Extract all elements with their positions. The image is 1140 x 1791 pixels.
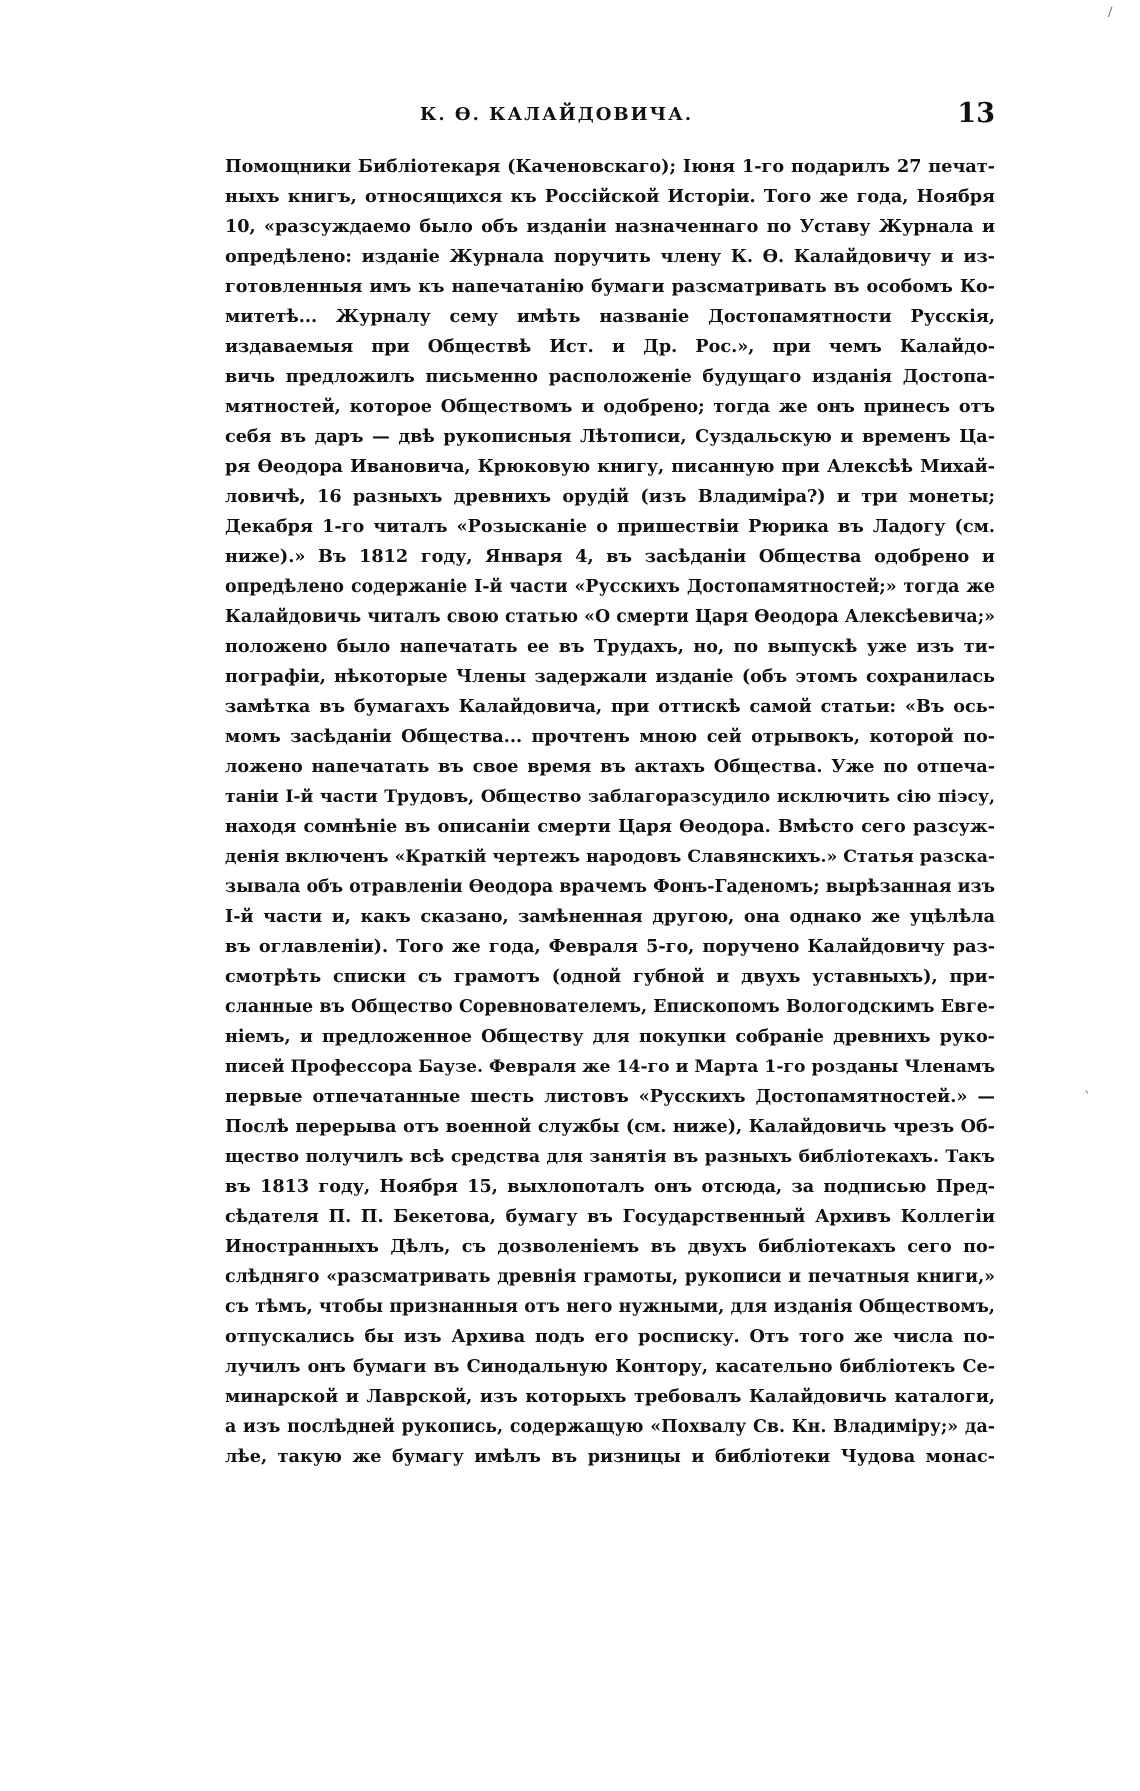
text-line: минарской и Лаврской, изъ которыхъ требовалъ Калайдовичь каталоги, xyxy=(225,1386,995,1407)
stray-mark: ' xyxy=(1084,1088,1094,1103)
text-line: сѣдателя П. П. Бекетова, бумагу въ Государственный Архивъ Коллегіи xyxy=(225,1206,995,1227)
text-line: Послѣ перерыва отъ военной службы (см. ниже), Калайдовичь чрезъ Об- xyxy=(225,1116,995,1137)
page-number: 13 xyxy=(957,98,995,129)
text-line: таніи І-й части Трудовъ, Общество заблагоразсудило исключить сію піэсу, xyxy=(225,787,995,807)
text-line: издаваемыя при Обществѣ Ист. и Др. Рос.», при чемъ Калайдо- xyxy=(225,336,995,357)
text-line: ниже).» Въ 1812 году, Января 4, въ засѣданіи Общества одобрено и xyxy=(225,546,995,567)
text-line: ря Ѳеодора Ивановича, Крюковую книгу, писанную при Алексѣѣ Михай- xyxy=(225,456,995,477)
text-line: вичь предложилъ письменно расположеніе будущаго изданія Достопа- xyxy=(225,366,995,387)
text-line: себя въ даръ — двѣ рукописныя Лѣтописи, Суздальскую и временъ Ца- xyxy=(225,426,995,447)
text-line: замѣтка въ бумагахъ Калайдовича, при оттискѣ самой статьи: «Въ ось- xyxy=(225,696,995,717)
text-line: смотрѣть списки съ грамотъ (одной губной и двухъ уставныхъ), при- xyxy=(225,966,995,987)
text-line: Декабря 1-го читалъ «Розысканіе о пришествіи Рюрика въ Ладогу (см. xyxy=(225,516,995,537)
text-line: сланные въ Общество Соревнователемъ, Епископомъ Вологодскимъ Евге- xyxy=(225,997,995,1017)
text-line: лѣе, такую же бумагу имѣлъ въ ризницы и библіотеки Чудова монас- xyxy=(225,1446,995,1467)
text-line: слѣдняго «разсматривать древнія грамоты, рукописи и печатныя книги,» xyxy=(225,1267,995,1287)
text-line: опредѣлено содержаніе І-й части «Русскихъ Достопамятностей;» тогда же xyxy=(225,577,995,597)
text-line: 10, «разсуждаемо было объ изданіи назначеннаго по Уставу Журнала и xyxy=(225,216,995,237)
text-line: ловичѣ, 16 разныхъ древнихъ орудій (изъ Владиміра?) и три монеты; xyxy=(225,486,995,507)
running-head-title: К. Ѳ. КАЛАЙДОВИЧА. xyxy=(420,104,694,125)
body-text xyxy=(225,152,995,1472)
text-line: лучилъ онъ бумаги въ Синодальную Контору, касательно библіотекъ Се- xyxy=(225,1356,995,1377)
text-line: съ тѣмъ, чтобы признанныя отъ него нужными, для изданія Обществомъ, xyxy=(225,1297,995,1317)
text-line: первые отпечатанные шесть листовъ «Русскихъ Достопамятностей.» — xyxy=(225,1086,995,1107)
text-line: находя сомнѣніе въ описаніи смерти Царя Ѳеодора. Вмѣсто сего разсуж- xyxy=(225,816,995,837)
text-line: писей Профессора Баузе. Февраля же 14-го и Марта 1-го розданы Членамъ xyxy=(225,1057,995,1077)
text-line: пографіи, нѣкоторые Члены задержали изданіе (объ этомъ сохранилась xyxy=(225,666,995,687)
text-line: ложено напечатать въ свое время въ актахъ Общества. Уже по отпеча- xyxy=(225,756,995,777)
text-line: ніемъ, и предложенное Обществу для покупки собраніе древнихъ руко- xyxy=(225,1026,995,1047)
text-line: митетѣ... Журналу сему имѣть названіе Достопамятности Русскія, xyxy=(225,306,995,327)
text-line: денія включенъ «Краткій чертежъ народовъ Славянскихъ.» Статья разска- xyxy=(225,847,995,867)
text-line: положено было напечатать ее въ Трудахъ, но, по выпускѣ уже изъ ти- xyxy=(225,636,995,657)
text-line: зывала объ отравленіи Ѳеодора врачемъ Фонъ-Гаденомъ; вырѣзанная изъ xyxy=(225,877,995,897)
text-line: Помощники Библіотекаря (Каченовскаго); Іюня 1-го подарилъ 27 печат- xyxy=(225,156,995,177)
text-line: І-й части и, какъ сказано, замѣненная другою, она однако же уцѣлѣла xyxy=(225,906,995,927)
corner-mark: / xyxy=(1108,4,1113,21)
text-line: момъ засѣданіи Общества... прочтенъ мною сей отрывокъ, которой по- xyxy=(225,726,995,747)
text-line: въ 1813 году, Ноября 15, выхлопоталъ онъ отсюда, за подписью Пред- xyxy=(225,1176,995,1197)
text-line: опредѣлено: изданіе Журнала поручить члену К. Ѳ. Калайдовичу и из- xyxy=(225,246,995,267)
text-line: готовленныя имъ къ напечатанію бумаги разсматривать въ особомъ Ко- xyxy=(225,276,995,297)
text-line: щество получилъ всѣ средства для занятія въ разныхъ библіотекахъ. Такъ xyxy=(225,1147,995,1167)
text-line: ныхъ книгъ, относящихся къ Россійской Исторіи. Того же года, Ноября xyxy=(225,186,995,207)
text-line: а изъ послѣдней рукопись, содержащую «Похвалу Св. Кн. Владиміру;» да- xyxy=(225,1417,995,1437)
text-line: въ оглавленіи). Того же года, Февраля 5-го, поручено Калайдовичу раз- xyxy=(225,936,995,957)
text-line: Иностранныхъ Дѣлъ, съ дозволеніемъ въ двухъ библіотекахъ сего по- xyxy=(225,1236,995,1257)
running-head xyxy=(225,98,995,138)
text-line: мятностей, которое Обществомъ и одобрено; тогда же онъ принесъ отъ xyxy=(225,396,995,417)
text-line: отпускались бы изъ Архива подъ его росписку. Отъ того же числа по- xyxy=(225,1326,995,1347)
text-line: Калайдовичь читалъ свою статью «О смерти Царя Ѳеодора Алексѣевича;» xyxy=(225,607,995,627)
